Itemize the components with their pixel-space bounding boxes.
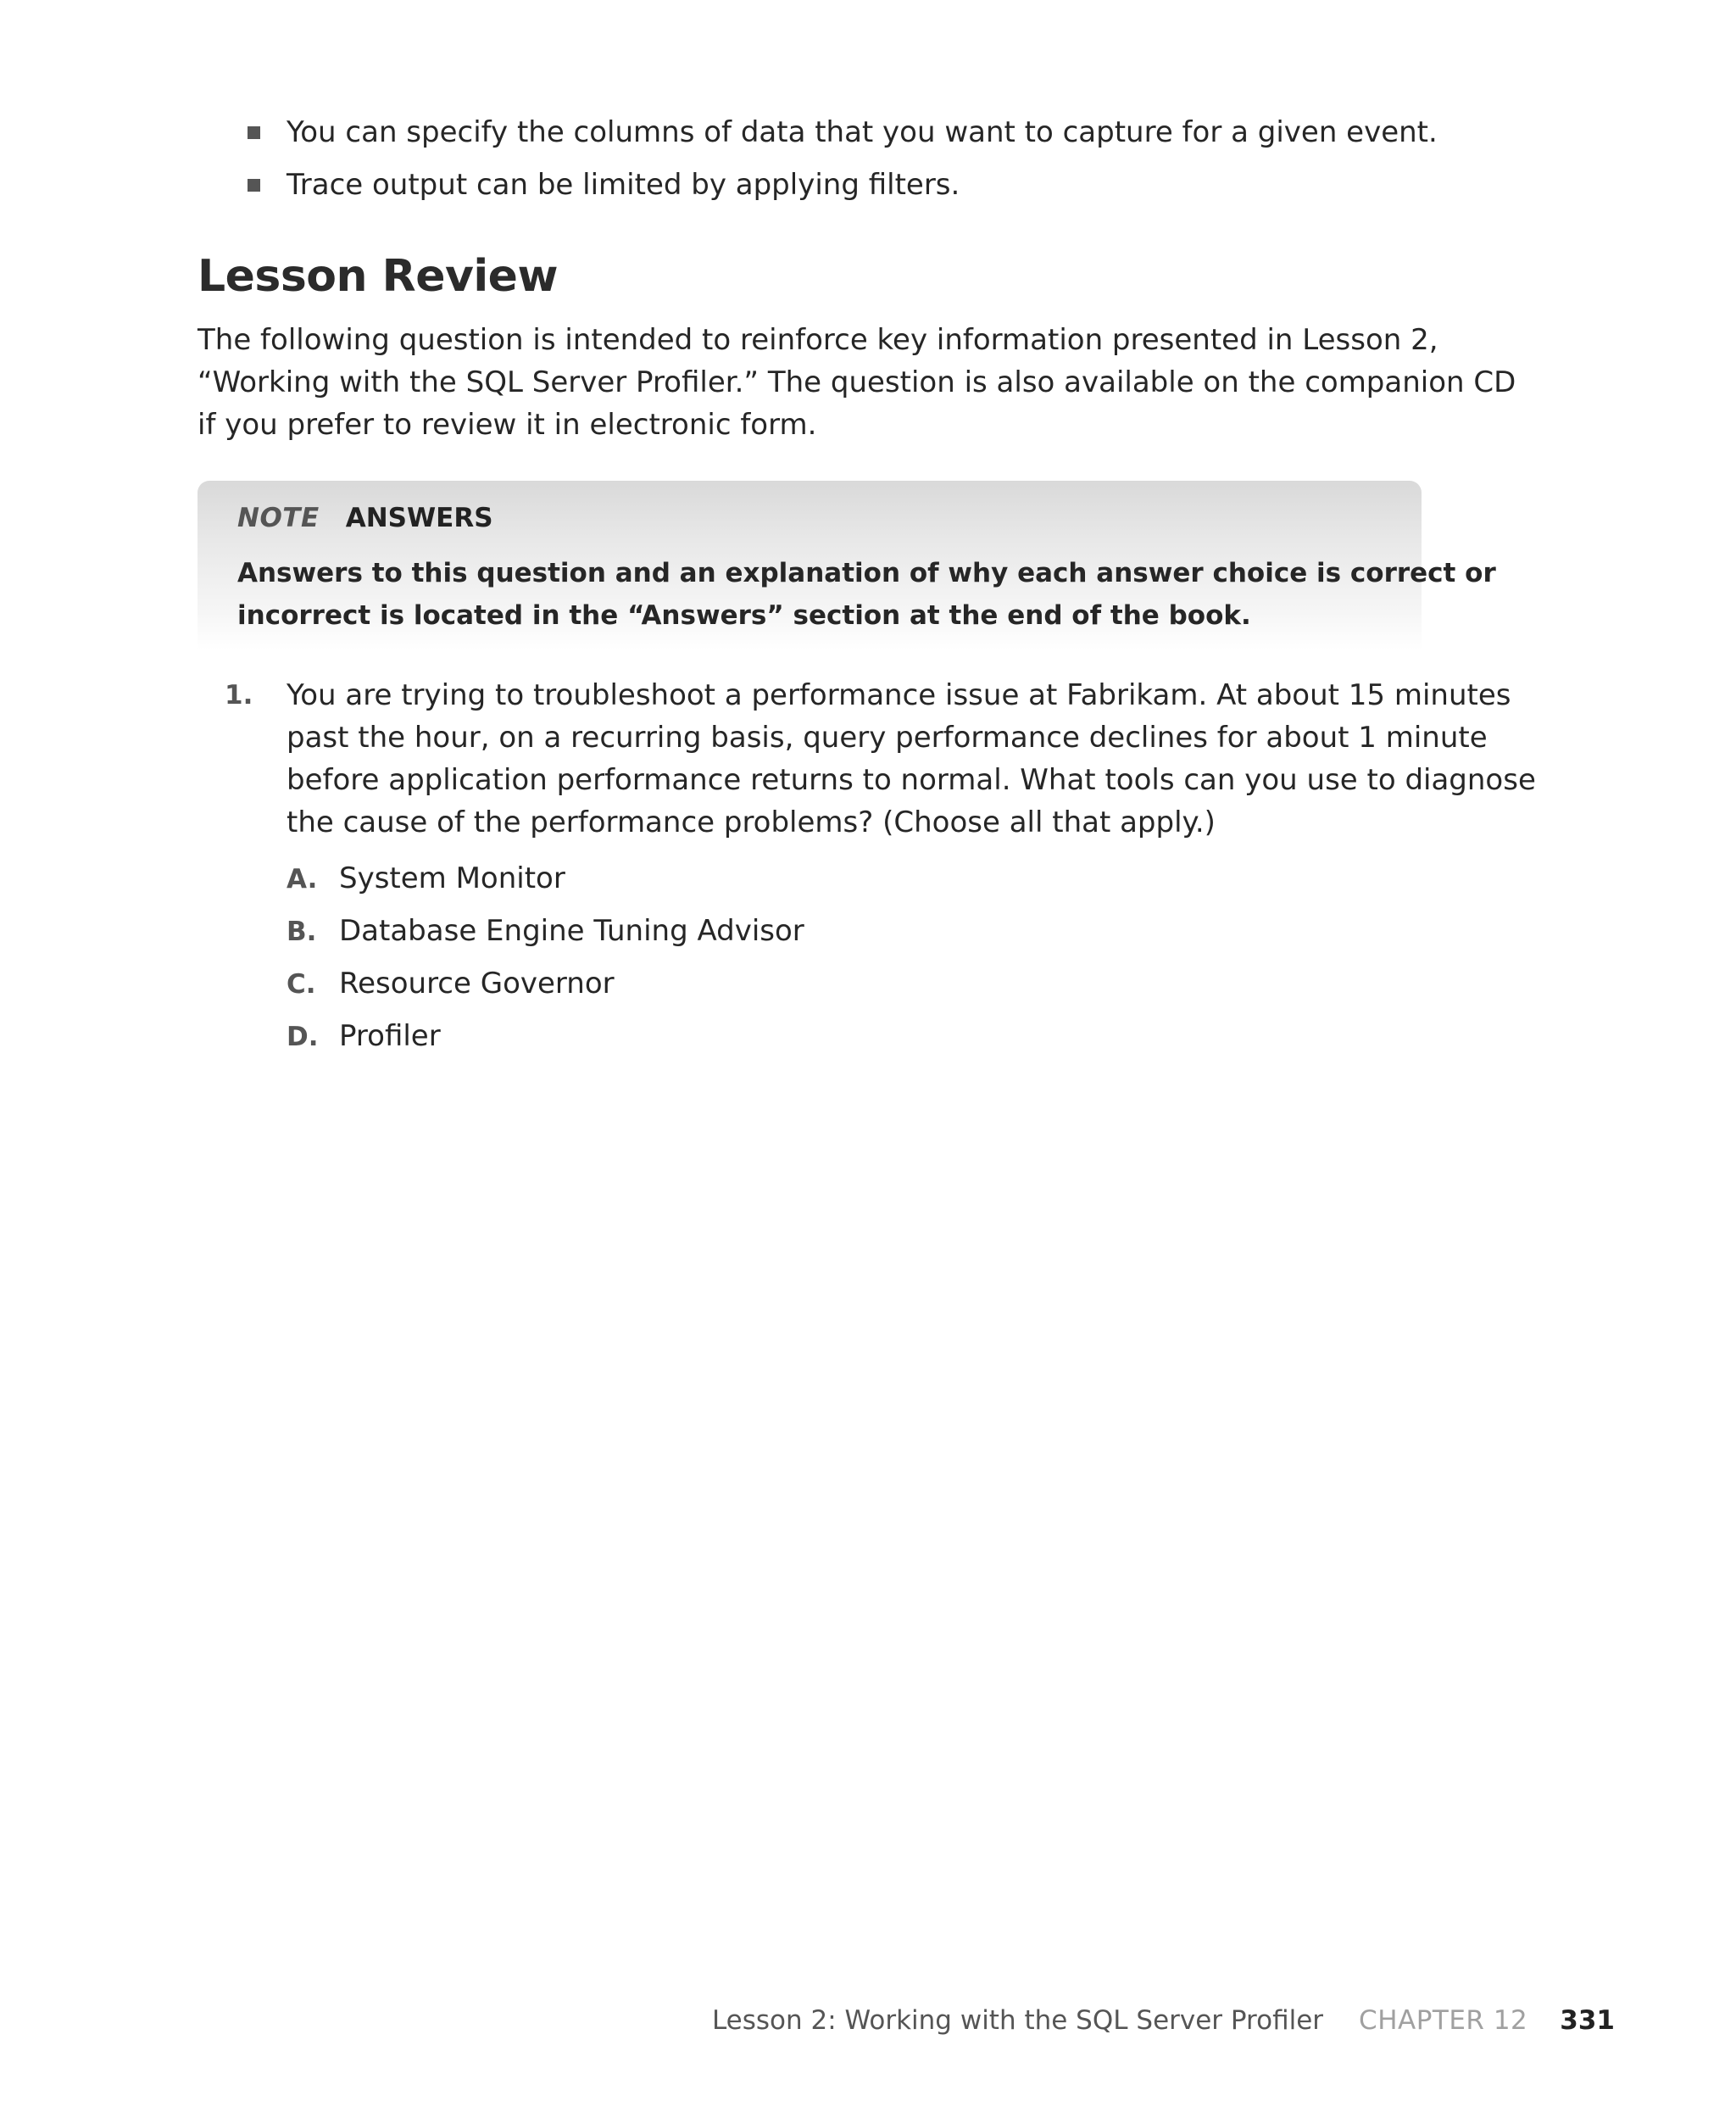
note-line: Answers to this question and an explanation of why each answer choice is correct or <box>237 558 1496 588</box>
page-number: 331 <box>1560 2005 1615 2036</box>
answer-option <box>287 905 804 957</box>
intro-line: “Working with the SQL Server Profiler.” The question is also available on the companion CD <box>198 365 1516 399</box>
option-letter: B. <box>287 917 317 947</box>
footer-chapter: CHAPTER 12 <box>1359 2005 1528 2036</box>
option-text: System Monitor <box>339 861 565 895</box>
intro-paragraph <box>198 319 1516 446</box>
option-letter: A. <box>287 864 318 895</box>
square-bullet-icon <box>248 126 260 139</box>
note-title: ANSWERS <box>345 503 493 533</box>
note-box <box>198 481 1496 650</box>
question-number: 1. <box>225 680 253 711</box>
page-footer <box>712 1999 1615 2042</box>
bullet-text: Trace output can be limited by applying filters. <box>287 168 960 202</box>
question-text <box>287 674 1536 844</box>
question-line: the cause of the performance problems? (Choose all that apply.) <box>287 805 1216 839</box>
note-label: NOTE <box>237 503 320 533</box>
answer-option <box>287 852 804 905</box>
answer-options <box>287 852 804 1062</box>
option-text: Database Engine Tuning Advisor <box>339 914 804 948</box>
summary-bullet-list <box>244 106 1516 211</box>
option-letter: C. <box>287 969 316 1000</box>
option-text: Profiler <box>339 1019 441 1053</box>
option-letter: D. <box>287 1022 319 1052</box>
question-line: before application performance returns to normal. What tools can you use to diagnose <box>287 763 1536 797</box>
bullet-item <box>244 106 1516 159</box>
answer-option <box>287 1010 804 1062</box>
square-bullet-icon <box>248 179 260 192</box>
answer-option <box>287 957 804 1010</box>
intro-line: if you prefer to review it in electronic form. <box>198 408 817 442</box>
note-line: incorrect is located in the “Answers” section at the end of the book. <box>237 600 1251 631</box>
note-body <box>237 552 1496 637</box>
note-header <box>237 503 493 533</box>
section-heading: Lesson Review <box>198 251 558 302</box>
bullet-text: You can specify the columns of data that you want to capture for a given event. <box>287 115 1438 149</box>
intro-line: The following question is intended to reinforce key information presented in Lesson 2, <box>198 323 1438 357</box>
bullet-item <box>244 159 1516 211</box>
question-line: You are trying to troubleshoot a performance issue at Fabrikam. At about 15 minutes <box>287 678 1511 712</box>
option-text: Resource Governor <box>339 967 615 1000</box>
footer-lesson-title: Lesson 2: Working with the SQL Server Profiler <box>711 2005 1324 2036</box>
question-line: past the hour, on a recurring basis, query performance declines for about 1 minute <box>287 721 1488 755</box>
